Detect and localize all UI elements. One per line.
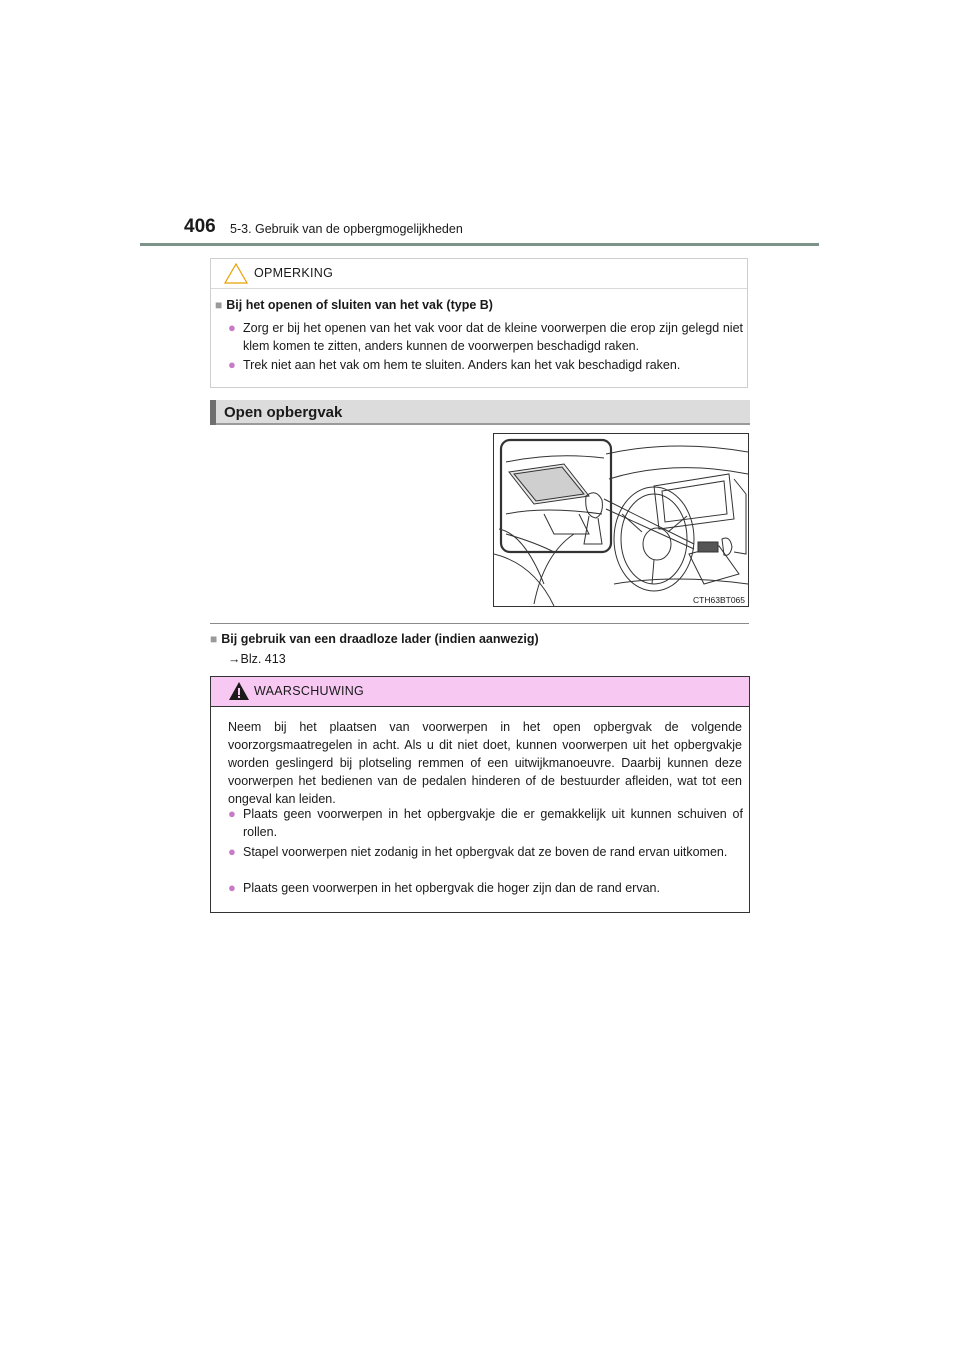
notice-header <box>211 259 747 289</box>
divider <box>210 623 749 624</box>
page-number: 406 <box>184 216 216 237</box>
section-title: 5-3. Gebruik van de opbergmogelijkheden <box>230 222 463 236</box>
warning-triangle-icon <box>228 681 250 701</box>
warning-item <box>228 843 743 861</box>
warning-intro: Neem bij het plaatsen van voorwerpen in het open opbergvak de volgende voorzorgsmaatregelen in acht. Als u dit niet doet, kunnen voorwerpen uit het opbergvakje worden geslingerd bij plotseling remmen of een uitwijkmanoeuvre. Daarbij kunnen deze voorwerpen het bedienen van de pedalen hinderen of de bestuurder afleiden, wat tot een ongeval kan leiden. <box>228 720 742 806</box>
notice-subheading-text: Bij het openen of sluiten van het vak (type B) <box>226 298 493 312</box>
heading-accent <box>210 400 216 425</box>
round-bullet-icon: ● <box>228 320 236 335</box>
page-reference: →Blz. 413 <box>228 652 286 666</box>
notice-item <box>228 319 743 355</box>
warning-item-text: Plaats geen voorwerpen in het opbergvakje die er gemakkelijk uit kunnen schuiven of rollen. <box>243 807 743 839</box>
wireless-subheading-text: Bij gebruik van een draadloze lader (indien aanwezig) <box>221 632 539 646</box>
warning-item-text: Plaats geen voorwerpen in het opbergvak die hoger zijn dan de rand ervan. <box>243 881 660 895</box>
round-bullet-icon: ● <box>228 357 236 372</box>
wireless-subheading <box>210 632 539 646</box>
illustration-code: CTH63BT065 <box>693 595 745 605</box>
header-rule <box>140 243 819 246</box>
square-bullet-icon: ■ <box>215 298 223 312</box>
notice-box <box>210 258 748 388</box>
caution-triangle-icon <box>224 263 248 284</box>
car-interior-illustration <box>494 434 748 606</box>
notice-item-text: Trek niet aan het vak om hem te sluiten. Anders kan het vak beschadigd raken. <box>243 358 681 372</box>
dashboard-illustration <box>493 433 749 607</box>
warning-box <box>210 676 750 913</box>
warning-item <box>228 805 743 841</box>
notice-title: OPMERKING <box>254 266 334 280</box>
warning-item <box>228 879 743 897</box>
warning-title: WAARSCHUWING <box>254 684 365 698</box>
warning-item-text: Stapel voorwerpen niet zodanig in het opbergvak dat ze boven de rand ervan uitkomen. <box>243 845 728 859</box>
section-heading-bar <box>210 400 750 425</box>
warning-header <box>211 677 749 707</box>
round-bullet-icon: ● <box>228 844 236 859</box>
notice-item-text: Zorg er bij het openen van het vak voor dat de kleine voorwerpen die erop zijn gelegd niet klem komen te zitten, anders kunnen de voorwerpen beschadigd raken. <box>243 321 743 353</box>
section-heading: Open opbergvak <box>224 404 343 421</box>
notice-subheading <box>215 298 493 312</box>
round-bullet-icon: ● <box>228 806 236 821</box>
square-bullet-icon: ■ <box>210 632 218 646</box>
round-bullet-icon: ● <box>228 880 236 895</box>
notice-item <box>228 356 743 374</box>
